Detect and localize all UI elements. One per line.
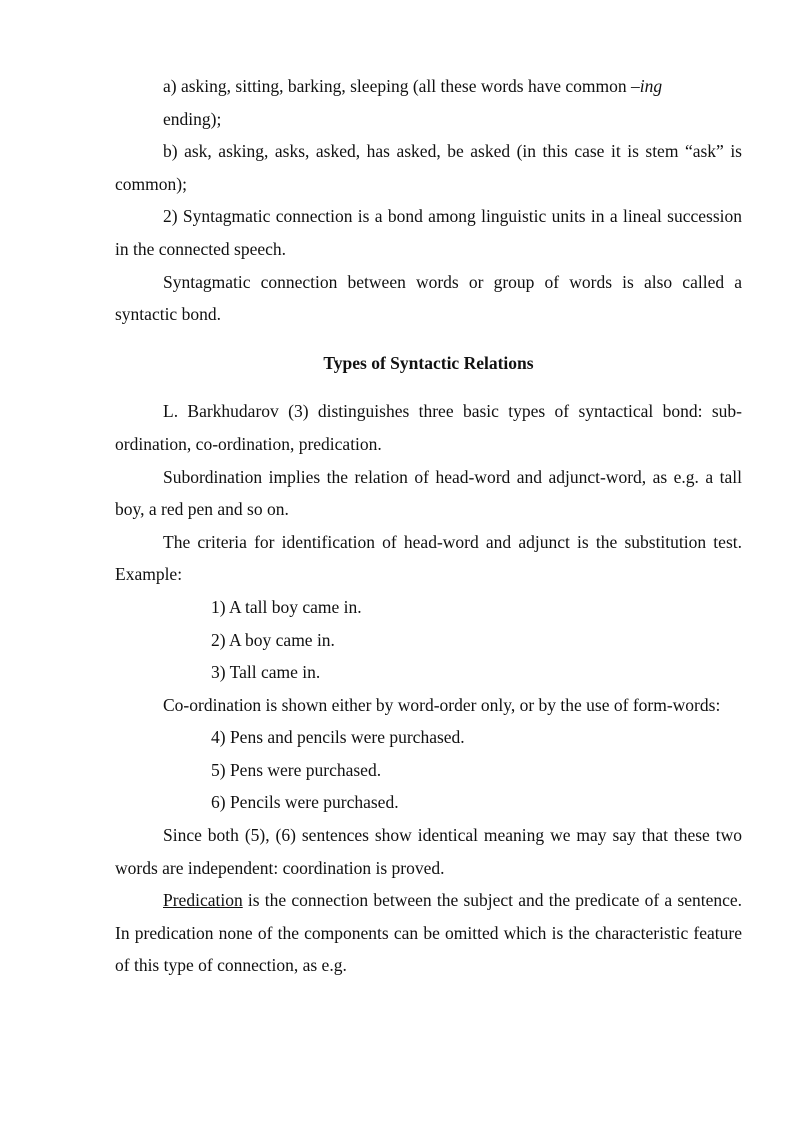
example-3: 3) Tall came in. [211,662,321,683]
paragraph-subordination: Subordination implies the relation of head-word and adjunct-word, as e.g. a tall boy, a red pen and so on. [115,466,742,520]
paragraph-criteria: The criteria for identification of head-word and adjunct is the substitution test. Example: [115,531,742,585]
paragraph-syntactic-bond: Syntagmatic connection between words or group of words is also called a syntactic bond. [115,271,742,325]
paragraph-syntagmatic-def: 2) Syntagmatic connection is a bond among linguistic units in a lineal succession in the connected speech. [115,206,742,259]
paragraph-item-a-cont: ending); [163,108,222,129]
paragraph-barkhudarov: L. Barkhudarov (3) distinguishes three basic types of syntactical bond: sub-ordination, co-ordination, predication. [115,401,742,454]
section-title: Types of Syntactic Relations [323,352,534,373]
paragraph-item-b: b) ask, asking, asks, asked, has asked, be asked (in this case it is stem “ask” is common); [115,141,742,194]
paragraph-item-a [115,70,742,103]
example-5: 5) Pens were purchased. [211,759,382,780]
paragraph-predication [115,884,742,982]
example-4: 4) Pens and pencils were purchased. [211,727,465,748]
predication-term: Predication [163,890,243,911]
example-2: 2) A boy came in. [211,629,335,650]
paragraph-since: Since both (5), (6) sentences show identical meaning we may say that these two words are independent: coordination is proved. [115,825,742,878]
paragraph-coordination: Co-ordination is shown either by word-order only, or by the use of form-words: [163,694,721,715]
example-6: 6) Pencils were purchased. [211,792,399,813]
document-body [115,70,742,982]
item-a-italic: ing [639,76,663,96]
item-a-text: a) asking, sitting, barking, sleeping (all these words have common – [163,76,640,96]
example-1: 1) A tall boy came in. [211,596,362,617]
predication-text: is the connection between the subject and the predicate of a sentence. In predication none of the components can be omitted which is the characteristic feature of this type of connection, as e.g. [115,890,742,976]
